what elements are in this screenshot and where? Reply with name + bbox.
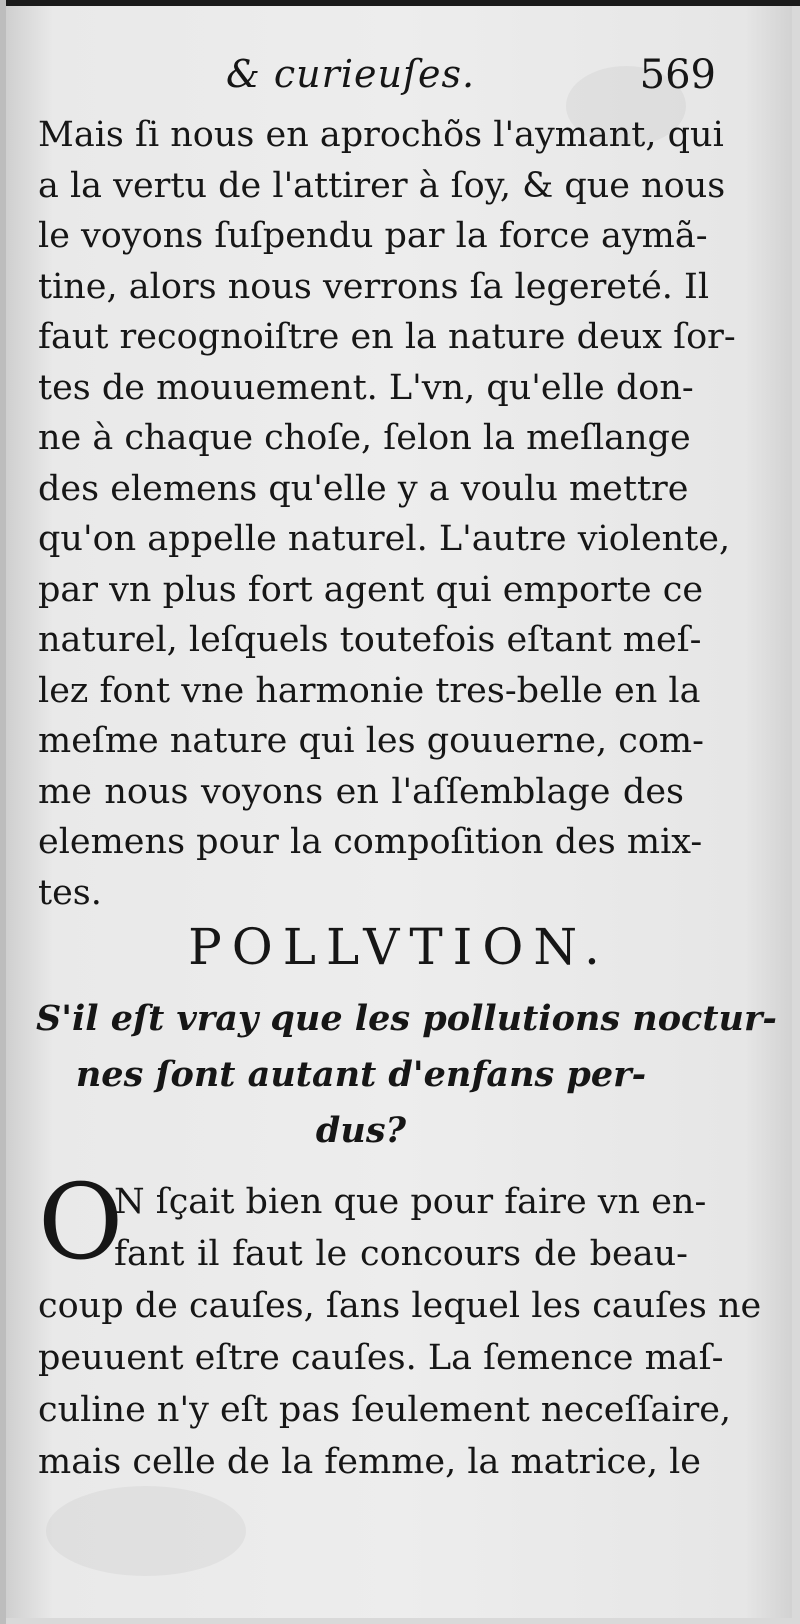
running-head: & curieuſes. bbox=[226, 52, 476, 96]
book-page bbox=[6, 6, 792, 1618]
text-line: naturel, leſquels toutefois eſtant meſ- bbox=[38, 620, 702, 660]
text-line: elemens pour la compoſition des mix- bbox=[38, 822, 703, 862]
text-line: a la vertu de l'attirer à ſoy, & que nous bbox=[38, 165, 726, 206]
text-line: Mais ſi nous en aprochõs l'aymant, qui bbox=[38, 115, 724, 155]
text-line: coup de cauſes, ſans lequel les cauſes ne bbox=[38, 1286, 762, 1326]
text-line: fant il faut le concours de beau- bbox=[114, 1234, 688, 1274]
text-line: me nous voyons en l'aſſemblage des bbox=[38, 771, 684, 812]
section-heading: POLLVTION. bbox=[188, 918, 610, 976]
drop-cap: O bbox=[38, 1161, 124, 1283]
paragraph-2 bbox=[38, 1161, 762, 1488]
text-line: lez font vne harmonie tres-belle en la bbox=[38, 670, 701, 711]
subtitle-line: dus? bbox=[315, 1110, 407, 1151]
paragraph-1 bbox=[38, 110, 736, 918]
text-line: tes de mouuement. L'vn, qu'elle don- bbox=[38, 367, 694, 408]
subtitle-line: S'il eſt vray que les pollutions noctur- bbox=[36, 998, 777, 1039]
text-line: tes. bbox=[38, 872, 102, 913]
text-line: mais celle de la femme, la matrice, le bbox=[38, 1442, 702, 1482]
text-line: peuuent eſtre cauſes. La ſemence maſ- bbox=[38, 1338, 724, 1378]
text-line: le voyons ſuſpendu par la force aymã- bbox=[38, 216, 708, 256]
question-subtitle bbox=[36, 991, 777, 1159]
text-line: ne à chaque choſe, ſelon la meſlange bbox=[38, 418, 691, 458]
paper-stain bbox=[46, 1486, 246, 1576]
text-line: meſme nature qui les gouuerne, com- bbox=[38, 721, 704, 761]
text-line: culine n'y eſt pas ſeulement neceſſaire, bbox=[38, 1390, 732, 1430]
text-line: qu'on appelle naturel. L'autre violente, bbox=[38, 519, 731, 559]
text-line: faut recognoiſtre en la nature deux ſor- bbox=[38, 317, 736, 357]
text-line: tine, alors nous verrons ſa legereté. Il bbox=[38, 266, 710, 307]
page-number: 569 bbox=[639, 52, 716, 98]
text-line: par vn plus fort agent qui emporte ce bbox=[38, 569, 704, 610]
text-line: des elemens qu'elle y a voulu mettre bbox=[38, 468, 689, 509]
page-header bbox=[226, 52, 716, 102]
text-line: N ſçait bien que pour faire vn en- bbox=[114, 1182, 707, 1222]
subtitle-line: nes ſont autant d'enfans per- bbox=[75, 1054, 647, 1095]
